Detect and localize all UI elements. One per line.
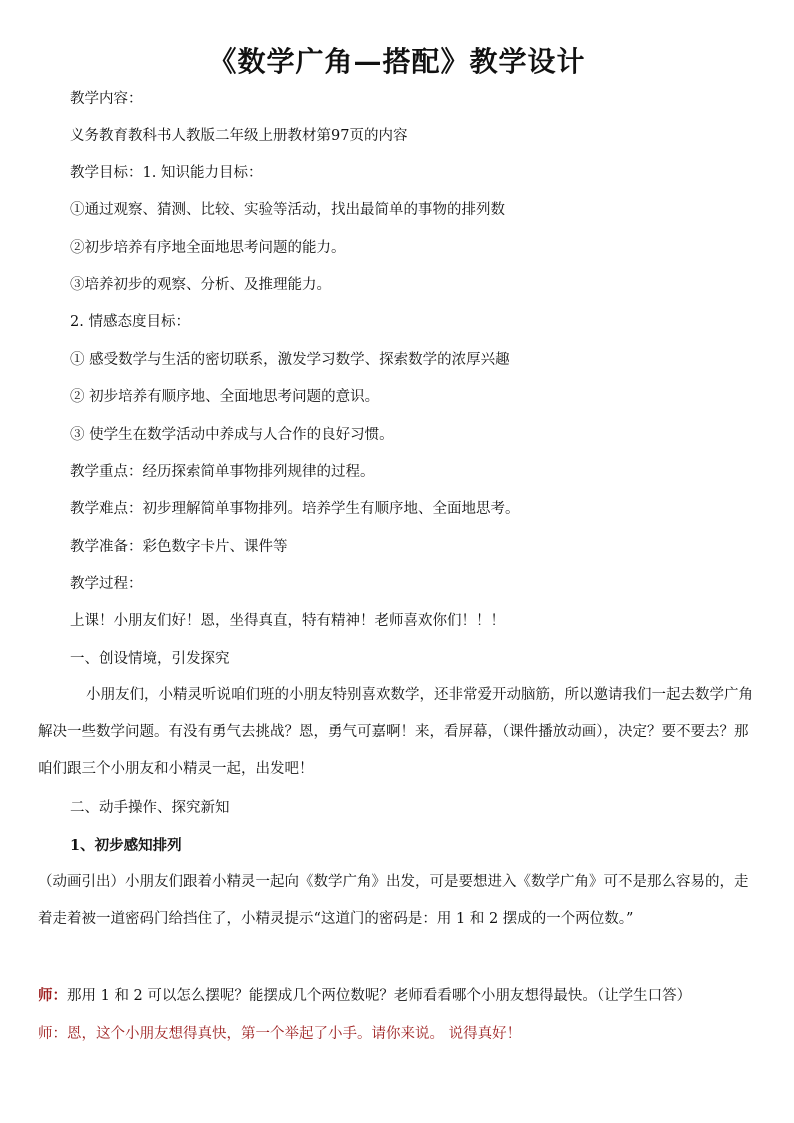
section-heading: 一、创设情境，引发探究 <box>70 651 230 667</box>
affect-item: ② 初步培养有顺序地、全面地思考问题的意识。 <box>70 389 380 405</box>
subsection-heading: 1、初步感知排列 <box>70 837 182 854</box>
teacher-response: 师：恩，这个小朋友想得真快，第一个举起了小手。请你来说。 说得真好！ <box>38 1026 522 1042</box>
goal-line: 教学目标：1. 知识能力目标： <box>70 165 263 181</box>
teacher-question-text: 那用 1 和 2 可以怎么摆呢？能摆成几个两位数呢？老师看看哪个小朋友想得最快。（让学生口答） <box>67 988 692 1004</box>
process-label: 教学过程： <box>70 576 143 592</box>
greeting: 上课！小朋友们好！恩，坐得真直，特有精神！老师喜欢你们！！！ <box>70 613 505 629</box>
document-title: 《数学广角—搭配》教学设计 <box>208 45 586 78</box>
content-label: 教学内容： <box>70 91 143 107</box>
sub1-paragraph: （动画引出）小朋友们跟着小精灵一起向《数学广角》出发，可是要想进入《数学广角》可不是那么容易的，走着走着被一道密码门给挡住了，小精灵提示“这道门的密码是：用 1 和 2 摆成的一个两位数。” <box>38 874 749 927</box>
affect-heading: 2. 情感态度目标： <box>70 314 190 330</box>
section-heading: 二、动手操作、探究新知 <box>70 800 230 816</box>
difficulty: 教学难点：初步理解简单事物排列。培养学生有顺序地、全面地思考。 <box>70 501 520 517</box>
teacher-question <box>38 986 691 1006</box>
content-text: 义务教育教科书人教版二年级上册教材第97页的内容 <box>70 128 408 144</box>
teacher-label: 师： <box>38 987 67 1004</box>
goal-item: ①通过观察、猜测、比较、实验等活动，找出最简单的事物的排列数 <box>70 202 505 218</box>
goal-item: ③培养初步的观察、分析、及推理能力。 <box>70 277 331 293</box>
affect-item: ③ 使学生在数学活动中养成与人合作的良好习惯。 <box>70 427 394 443</box>
preparation: 教学准备：彩色数字卡片、课件等 <box>70 539 288 555</box>
key-point: 教学重点：经历探索简单事物排列规律的过程。 <box>70 464 375 480</box>
section1-paragraph: 小朋友们，小精灵听说咱们班的小朋友特别喜欢数学，还非常爱开动脑筋，所以邀请我们一起去数学广角解决一些数学问题。有没有勇气去挑战？恩，勇气可嘉啊！来，看屏幕，（课件播放动画），决定？要不要去？那咱们跟三个小朋友和小精灵一起，出发吧！ <box>38 687 753 777</box>
affect-item: ① 感受数学与生活的密切联系，激发学习数学、探索数学的浓厚兴趣 <box>70 352 510 368</box>
goal-item: ②初步培养有序地全面地思考问题的能力。 <box>70 240 346 256</box>
